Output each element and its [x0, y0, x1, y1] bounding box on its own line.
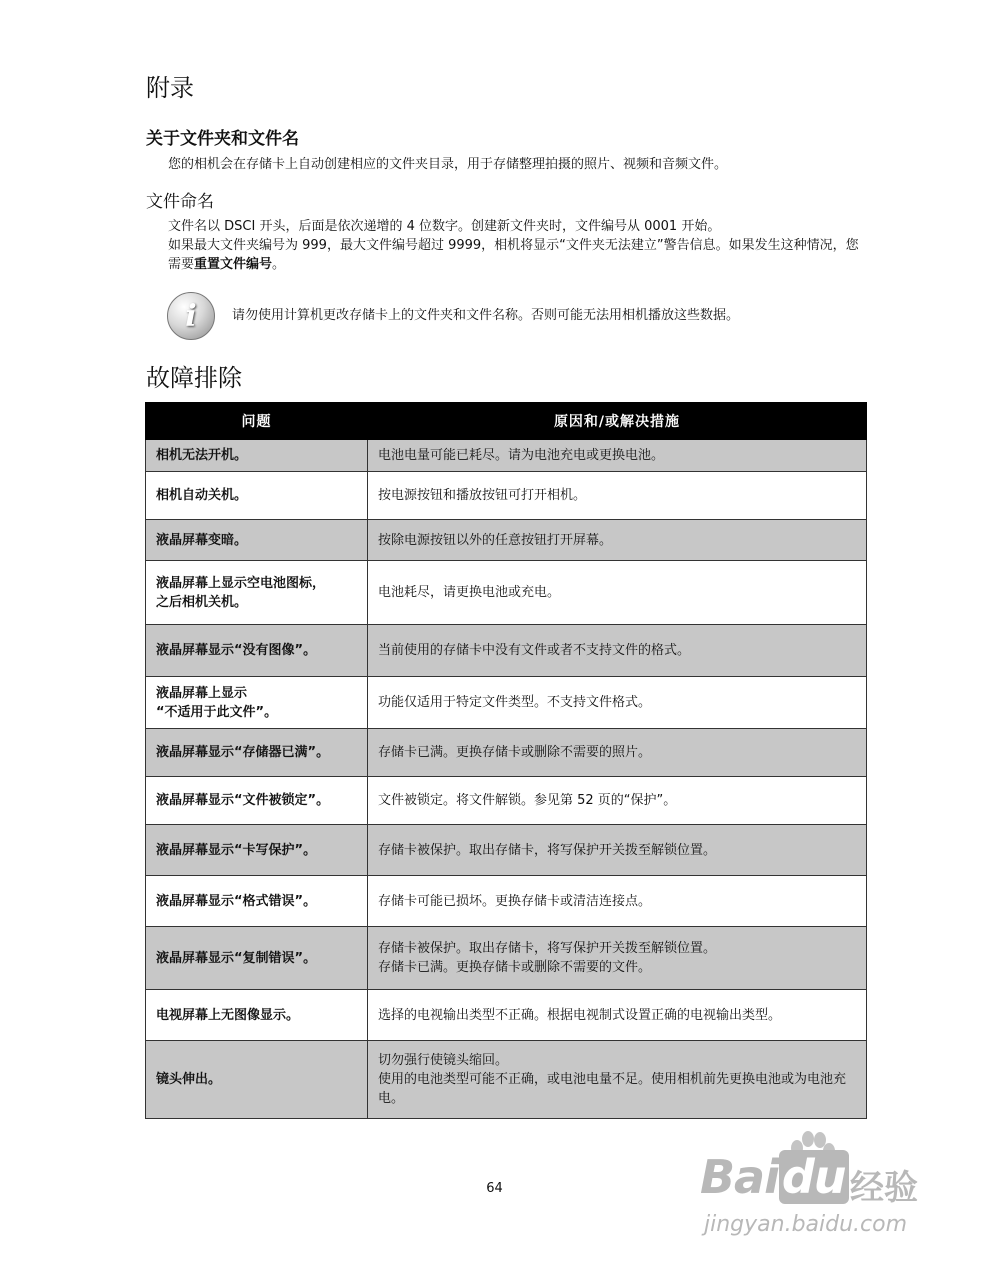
- solution-line: 存储卡可能已损坏。更换存储卡或清洁连接点。: [378, 893, 652, 909]
- problem-line: 液晶屏幕显示“格式错误”。: [156, 893, 317, 909]
- table-row: [146, 561, 867, 625]
- solution-cell: [368, 777, 867, 825]
- problem-line: 液晶屏幕上显示: [156, 685, 248, 701]
- naming-paragraph: [168, 236, 868, 274]
- problem-cell: [146, 876, 368, 927]
- solution-cell: [368, 561, 867, 625]
- solution-cell: [368, 520, 867, 561]
- solution-cell: [368, 927, 867, 990]
- watermark-url: jingyan.baidu.com: [704, 1212, 908, 1237]
- problem-cell: [146, 472, 368, 520]
- solution-cell: [368, 440, 867, 472]
- solution-line: 使用的电池类型可能不正确，或电池电量不足。使用相机前先更换电池或为电池充电。: [378, 1072, 847, 1106]
- naming-line-1: 文件名以 DSCI 开头，后面是依次递增的 4 位数字。创建新文件夹时，文件编号从 0001 开始。: [168, 219, 721, 234]
- table-row: [146, 520, 867, 561]
- problem-cell: [146, 927, 368, 990]
- page-number: 64: [486, 1181, 503, 1196]
- table-row: [146, 1041, 867, 1119]
- problem-line: 液晶屏幕显示“文件被锁定”。: [156, 793, 330, 808]
- appendix-title: 附录: [146, 74, 194, 102]
- solution-cell: [368, 677, 867, 729]
- problem-line: 电视屏幕上无图像显示。: [156, 1007, 300, 1023]
- note-text: 请勿使用计算机更改存储卡上的文件夹和文件名称。否则可能无法用相机播放这些数据。: [232, 308, 740, 323]
- solution-line: 当前使用的存储卡中没有文件或者不支持文件的格式。: [378, 643, 691, 658]
- problem-line: 液晶屏幕上显示空电池图标，: [156, 575, 326, 591]
- solution-line: 按除电源按钮以外的任意按钮打开屏幕。: [378, 532, 613, 548]
- solution-line: 电池电量可能已耗尽。请为电池充电或更换电池。: [378, 448, 665, 463]
- problem-line: 液晶屏幕变暗。: [156, 532, 248, 548]
- problem-cell: [146, 677, 368, 729]
- problem-cell: [146, 990, 368, 1041]
- problem-line: 相机自动关机。: [156, 488, 248, 503]
- naming-line-2: 如果最大文件夹编号为 999，最大文件编号超过 9999，相机将显示“文件夹无法建立”警告信息。如果发生这种情况，您需要: [168, 238, 859, 272]
- problem-cell: [146, 825, 368, 876]
- header-solution: 原因和/或解决措施: [368, 403, 867, 440]
- solution-line: 电池耗尽，请更换电池或充电。: [378, 585, 561, 600]
- solution-cell: [368, 625, 867, 677]
- solution-cell: [368, 472, 867, 520]
- watermark-cn: 经验: [850, 1168, 918, 1208]
- info-icon: i: [167, 292, 215, 340]
- solution-line: 存储卡被保护。取出存储卡，将写保护开关拨至解锁位置。: [378, 941, 717, 956]
- solution-cell: [368, 1041, 867, 1119]
- table-row: [146, 625, 867, 677]
- problem-cell: [146, 520, 368, 561]
- problem-line: 相机无法开机。: [156, 448, 248, 463]
- solution-cell: [368, 729, 867, 777]
- problem-line: 液晶屏幕显示“存储器已满”。: [156, 745, 330, 760]
- section-title: 关于文件夹和文件名: [146, 129, 299, 149]
- solution-line: 存储卡已满。更换存储卡或删除不需要的文件。: [378, 960, 652, 975]
- problem-line: 液晶屏幕显示“没有图像”。: [156, 643, 317, 658]
- reset-file-number: 重置文件编号: [194, 257, 273, 272]
- table-row: [146, 927, 867, 990]
- solution-line: 按电源按钮和播放按钮可打开相机。: [378, 488, 587, 503]
- naming-title: 文件命名: [146, 192, 214, 212]
- table-row: [146, 472, 867, 520]
- solution-cell: [368, 876, 867, 927]
- troubleshooting-title: 故障排除: [146, 364, 242, 392]
- solution-line: 切勿强行使镜头缩回。: [378, 1053, 509, 1068]
- intro-paragraph: 您的相机会在存储卡上自动创建相应的文件夹目录，用于存储整理拍摄的照片、视频和音频文件。: [168, 157, 728, 172]
- table-row: [146, 729, 867, 777]
- problem-line: 之后相机关机。: [156, 594, 248, 610]
- problem-cell: [146, 1041, 368, 1119]
- problem-line: “不适用于此文件”。: [156, 704, 278, 720]
- problem-cell: [146, 625, 368, 677]
- table-row: [146, 677, 867, 729]
- header-problem: 问题: [146, 403, 368, 440]
- naming-end: 。: [272, 257, 286, 272]
- solution-line: 功能仅适用于特定文件类型。不支持文件格式。: [378, 695, 652, 710]
- solution-cell: [368, 825, 867, 876]
- table-row: [146, 990, 867, 1041]
- solution-line: 存储卡被保护。取出存储卡，将写保护开关拨至解锁位置。: [378, 842, 717, 858]
- problem-cell: [146, 729, 368, 777]
- table-row: [146, 876, 867, 927]
- baidu-watermark: [700, 1130, 940, 1250]
- solution-line: 选择的电视输出类型不正确。根据电视制式设置正确的电视输出类型。: [378, 1007, 782, 1023]
- problem-cell: [146, 561, 368, 625]
- solution-cell: [368, 990, 867, 1041]
- problem-cell: [146, 440, 368, 472]
- problem-cell: [146, 777, 368, 825]
- table-row: [146, 825, 867, 876]
- table-row: [146, 440, 867, 472]
- problem-line: 液晶屏幕显示“卡写保护”。: [156, 842, 317, 858]
- solution-line: 文件被锁定。将文件解锁。参见第 52 页的“保护”。: [378, 793, 677, 808]
- problem-line: 液晶屏幕显示“复制错误”。: [156, 950, 317, 966]
- solution-line: 存储卡已满。更换存储卡或删除不需要的照片。: [378, 745, 652, 760]
- troubleshooting-table: [145, 402, 867, 1119]
- problem-line: 镜头伸出。: [156, 1072, 222, 1087]
- table-header-row: [146, 403, 867, 440]
- watermark-brand: Baidu: [700, 1150, 849, 1204]
- table-row: [146, 777, 867, 825]
